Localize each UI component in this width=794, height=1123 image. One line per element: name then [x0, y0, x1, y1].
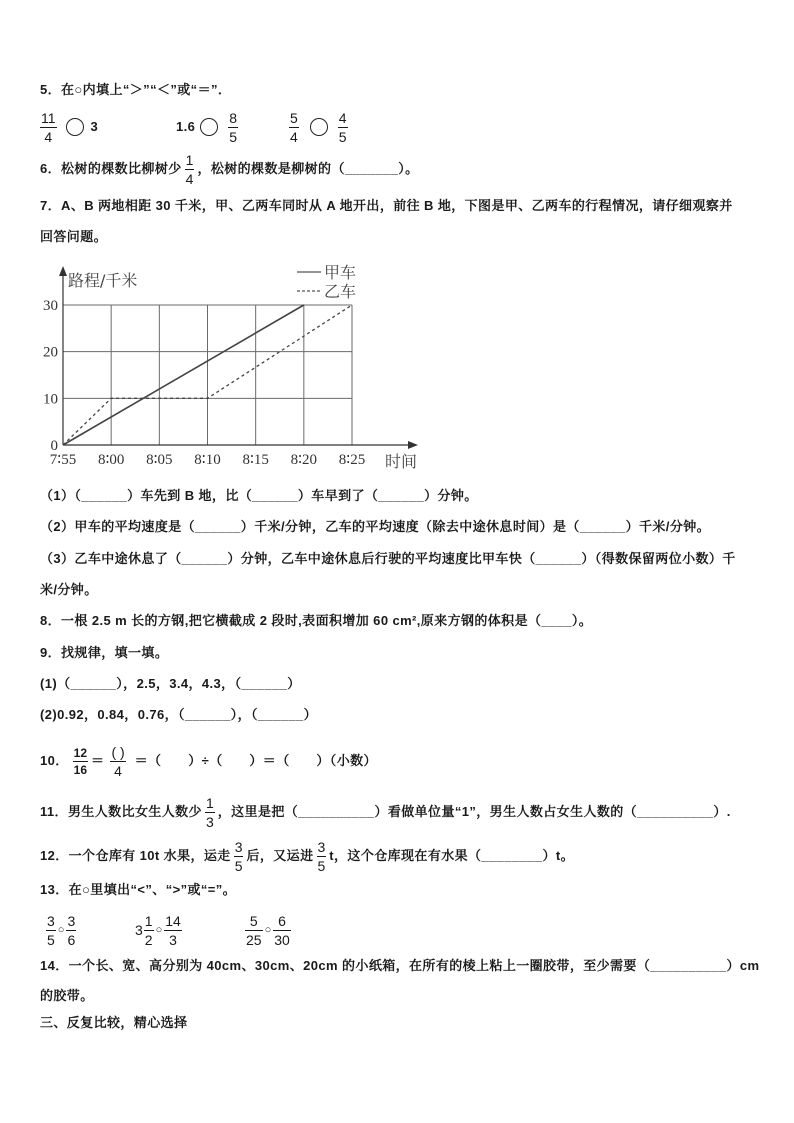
series-line-1 [63, 305, 304, 445]
denominator: 5 [47, 931, 55, 948]
q8-text: 8．一根 2.5 m 长的方钢,把它横截成 2 段时,表面积增加 60 cm²,原来方钢的体积是（____）。 [40, 613, 593, 628]
q13-1-left-fraction [46, 913, 56, 948]
denominator: 4 [290, 128, 298, 145]
x-tick-label: 8∶15 [242, 452, 269, 468]
numerator: 8 [229, 109, 238, 126]
q5-3-right-fraction [338, 110, 348, 145]
mixed-number-whole: 3 [135, 922, 143, 938]
q5-1-right-value: 3 [90, 119, 99, 134]
numerator: 3 [47, 912, 55, 929]
answer-circle[interactable] [66, 118, 84, 136]
denominator: 6 [67, 931, 76, 948]
y-tick-label: 20 [43, 344, 58, 361]
q13-comparison-3 [245, 910, 291, 950]
answer-circle[interactable]: ○ [264, 924, 272, 936]
denominator: 4 [114, 762, 122, 779]
q9-part-1: (1)（______），2.5，3.4，4.3，（______） [40, 676, 301, 691]
q6-line [40, 149, 419, 189]
q10-equals: ＝ [91, 753, 105, 768]
y-tick-label: 30 [43, 298, 58, 314]
q12-fraction-1 [234, 839, 244, 874]
q7-text-line-1: 7．A、B 两地相距 30 千米，甲、乙两车同时从 A 地开出，前往 B 地，下图是甲、乙两车的行程情况，请仔细观察并 [40, 198, 733, 213]
q11-text-before: 11．男生人数比女生人数少 [40, 804, 202, 819]
legend-label-2: 乙车 [324, 282, 357, 301]
x-axis-arrow [408, 441, 418, 449]
legend-label-1: 甲车 [324, 263, 357, 282]
q12-line [40, 836, 574, 876]
q5-3-left-fraction [289, 110, 299, 145]
q5-2-right-fraction [228, 110, 238, 145]
numerator: 6 [273, 913, 291, 931]
numerator: 14 [165, 912, 181, 929]
x-tick-label: 8∶25 [338, 452, 366, 468]
q6-fraction [185, 152, 195, 187]
q13-comparison-1 [46, 910, 76, 950]
q5-2-left-value: 1.6 [176, 119, 196, 134]
q5-comparison-2 [176, 107, 238, 147]
q7-sub-question-3-cont: 米/分钟。 [40, 582, 98, 597]
q5-1-left-fraction [40, 110, 57, 145]
distance-time-chart [30, 258, 430, 473]
numerator-blank: ( ) [111, 743, 125, 760]
section-heading: 三、反复比较，精心选择 [40, 1015, 188, 1030]
q9-part-2: (2)0.92，0.84，0.76，（______），（______） [40, 707, 318, 722]
denominator: 30 [274, 931, 290, 948]
denominator: 5 [234, 857, 243, 874]
answer-circle[interactable] [200, 118, 218, 136]
q10-label: 10． [40, 753, 69, 768]
denominator: 3 [205, 813, 214, 830]
denominator: 5 [338, 128, 347, 145]
q6-text-before: 6．松树的棵数比柳树少 [40, 161, 182, 176]
numerator: 12 [73, 745, 88, 760]
q5-prompt: 5．在○内填上“＞”“＜”或“＝”． [40, 82, 232, 97]
numerator: 3 [317, 838, 326, 855]
q11-line [40, 792, 731, 832]
y-tick-label: 10 [43, 391, 58, 408]
numerator: 5 [290, 109, 298, 126]
answer-circle[interactable] [310, 118, 328, 136]
q12-fraction-2 [317, 839, 327, 874]
denominator: 4 [44, 128, 53, 145]
q7-sub-question-3: （3）乙车中途休息了（______）分钟，乙车中途休息后行驶的平均速度比甲车快（______）（得数保留两位小数）千 [40, 551, 736, 566]
x-tick-label: 7∶55 [49, 452, 77, 468]
q12-text-after: t，这个仓库现在有水果（________）t。 [329, 848, 574, 863]
q11-text-after: ，这里是把（__________）看做单位量“1”，男生人数占女生人数的（__________）. [217, 804, 731, 819]
numerator: 11 [41, 109, 56, 126]
q13-1-right-fraction [66, 913, 76, 948]
q13-2-left-fraction [144, 913, 154, 948]
denominator: 3 [169, 931, 177, 948]
q9-prompt: 9．找规律，填一填。 [40, 645, 169, 660]
denominator: 25 [246, 931, 262, 948]
q14-text-line-2: 的胶带。 [40, 988, 94, 1003]
numerator: 1 [205, 794, 214, 811]
q12-text-middle: 后，又运进 [246, 848, 314, 863]
q13-3-left-fraction [245, 913, 263, 948]
x-tick-label: 8∶05 [146, 452, 173, 468]
q11-fraction [205, 795, 215, 830]
denominator: 5 [229, 128, 238, 145]
x-tick-label: 8∶20 [290, 452, 318, 468]
q13-2-right-fraction [164, 913, 182, 948]
q13-prompt: 13．在○里填出“<”、“>”或“=”。 [40, 882, 237, 897]
denominator: 16 [73, 762, 88, 777]
denominator: 2 [144, 931, 153, 948]
q13-3-right-fraction [273, 913, 291, 948]
numerator: 5 [245, 913, 263, 931]
q7-sub-question-1: （1）（______）车先到 B 地，比（______）车早到了（______）分钟。 [40, 488, 478, 503]
denominator: 5 [317, 857, 326, 874]
y-axis-arrow [59, 266, 67, 276]
answer-circle[interactable]: ○ [57, 924, 65, 936]
numerator: 1 [144, 912, 153, 929]
q10-blank-fraction [110, 744, 125, 779]
q12-text-before: 12．一个仓库有 10t 水果，运走 [40, 848, 231, 863]
q14-text-line-1: 14．一个长、宽、高分别为 40cm、30cm、20cm 的小纸箱，在所有的棱上粘上一圈胶带，至少需要（__________）cm [40, 958, 760, 973]
x-axis-label: 时间 [385, 452, 418, 471]
q5-comparison-1 [40, 107, 98, 147]
answer-circle[interactable]: ○ [155, 924, 163, 936]
q5-comparison-3 [289, 107, 348, 147]
q6-text-after: ，松树的棵数是柳树的（_______）。 [197, 161, 419, 176]
q7-text-line-2: 回答问题。 [40, 229, 108, 244]
y-axis-label: 路程/千米 [68, 271, 138, 290]
q10-given-fraction [73, 746, 88, 777]
numerator: 3 [67, 912, 76, 929]
q10-line [40, 741, 377, 781]
q7-sub-question-2: （2）甲车的平均速度是（______）千米/分钟，乙车的平均速度（除去中途休息时间）是（______）千米/分钟。 [40, 519, 711, 534]
q10-rest: ＝（ ）÷（ ）＝（ ）（小数） [134, 753, 377, 768]
y-tick-label: 0 [50, 438, 58, 454]
x-tick-label: 8∶10 [194, 452, 221, 468]
numerator: 4 [338, 109, 347, 126]
x-tick-label: 8∶00 [97, 452, 125, 468]
numerator: 1 [185, 151, 194, 168]
denominator: 4 [185, 170, 194, 187]
q13-comparison-2 [135, 910, 182, 950]
numerator: 3 [234, 838, 243, 855]
